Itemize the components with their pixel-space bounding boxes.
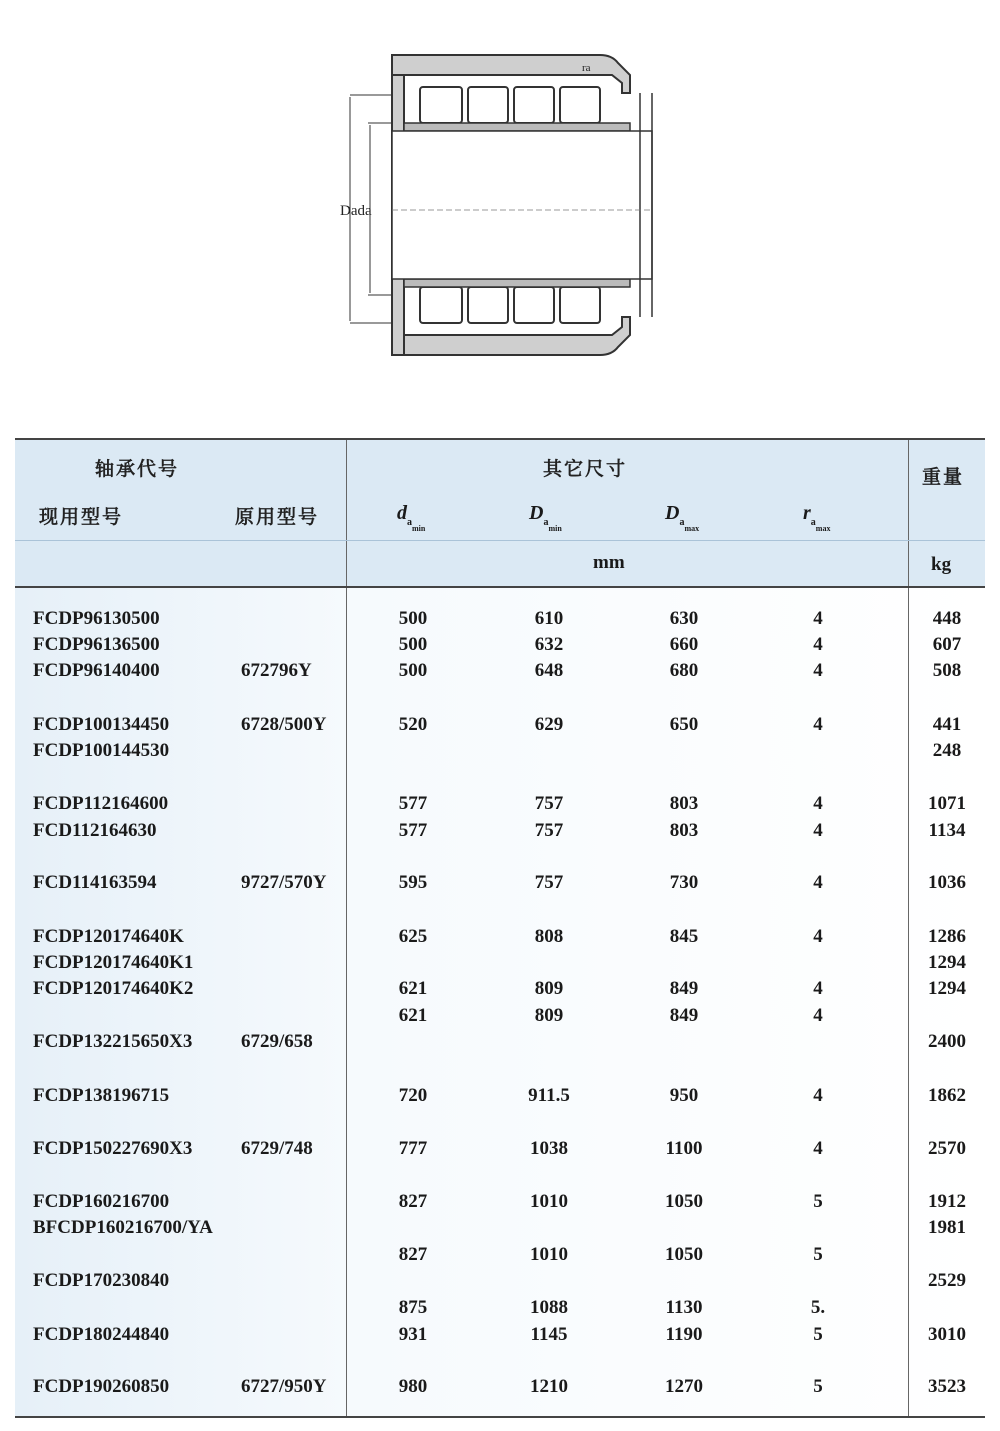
cell-Da-min: 808 bbox=[534, 926, 564, 947]
cell-Da-max: 803 bbox=[669, 820, 699, 841]
inner-ring-top bbox=[404, 123, 630, 131]
cell-original-model: 6729/748 bbox=[241, 1138, 313, 1159]
cell-da-min: 720 bbox=[398, 1085, 428, 1106]
cell-da-min: 500 bbox=[398, 660, 428, 681]
cell-Da-max bbox=[644, 738, 724, 764]
cell-Da-max: 849 bbox=[669, 1005, 699, 1026]
cell-Da-min: 1210 bbox=[530, 1376, 568, 1397]
cell-da-min bbox=[373, 738, 453, 764]
cell-original-model: 6729/658 bbox=[241, 1031, 313, 1052]
cell-current-model: FCD112164630 bbox=[33, 820, 157, 841]
cell-current-model: FCDP96136500 bbox=[33, 634, 160, 655]
cell-ra-max: 4 bbox=[813, 872, 823, 893]
cell-da-min: 500 bbox=[398, 608, 428, 629]
cell-Da-min: 757 bbox=[534, 820, 564, 841]
cell-Da-max: 849 bbox=[669, 978, 699, 999]
cell-da-min: 621 bbox=[398, 978, 428, 999]
cell-original-model: 9727/570Y bbox=[241, 872, 327, 893]
rollers-bottom bbox=[420, 287, 600, 323]
cell-current-model: FCDP150227690X3 bbox=[33, 1138, 193, 1159]
header-Da-min: $D_{a_{min}}$ bbox=[529, 502, 562, 533]
cell-weight: 508 bbox=[932, 660, 962, 681]
cell-weight bbox=[912, 1003, 982, 1029]
cell-current-model: FCDP112164600 bbox=[33, 793, 169, 814]
cell-Da-min: 1010 bbox=[530, 1244, 568, 1265]
cell-weight: 1294 bbox=[928, 978, 966, 999]
cell-Da-min: 610 bbox=[534, 608, 564, 629]
inner-ring-bottom bbox=[404, 279, 630, 287]
cell-weight: 1294 bbox=[928, 952, 966, 973]
cell-Da-max: 845 bbox=[669, 926, 699, 947]
cell-da-min: 577 bbox=[398, 820, 428, 841]
cell-da-min: 500 bbox=[398, 634, 428, 655]
cell-ra-max: 5. bbox=[810, 1297, 826, 1318]
header-bottom-rule bbox=[15, 586, 985, 588]
cell-current-model: FCDP138196715 bbox=[33, 1085, 170, 1106]
cell-weight: 2400 bbox=[928, 1031, 966, 1052]
cell-current-model: FCDP120174640K bbox=[33, 926, 184, 947]
cell-weight: 1134 bbox=[928, 820, 966, 841]
cell-current-model: FCDP180244840 bbox=[33, 1324, 170, 1345]
cell-ra-max: 4 bbox=[813, 820, 823, 841]
cell-weight bbox=[912, 1242, 982, 1268]
cell-current-model: FCDP160216700 bbox=[33, 1191, 170, 1212]
cell-ra-max bbox=[778, 738, 858, 764]
cell-current-model: FCDP100144530 bbox=[33, 740, 170, 761]
shaft-bore bbox=[392, 131, 652, 279]
cell-da-min bbox=[373, 1029, 453, 1055]
cell-Da-max: 950 bbox=[669, 1085, 699, 1106]
cell-Da-min: 648 bbox=[534, 660, 564, 681]
cell-ra-max: 4 bbox=[813, 608, 823, 629]
cell-da-min: 931 bbox=[398, 1324, 428, 1345]
cell-ra-max bbox=[778, 950, 858, 976]
cell-da-min: 827 bbox=[398, 1244, 428, 1265]
cell-Da-min: 911.5 bbox=[528, 1085, 570, 1106]
table-bottom-rule bbox=[15, 1416, 985, 1418]
cell-ra-max: 4 bbox=[813, 714, 823, 735]
cell-weight: 448 bbox=[932, 608, 962, 629]
cell-Da-max: 630 bbox=[669, 608, 699, 629]
cell-ra-max: 5 bbox=[813, 1191, 823, 1212]
cell-ra-max: 4 bbox=[813, 634, 823, 655]
cell-Da-max: 1050 bbox=[665, 1191, 703, 1212]
cell-Da-max: 1190 bbox=[665, 1324, 703, 1345]
cell-ra-max: 4 bbox=[813, 1138, 823, 1159]
cell-Da-max: 660 bbox=[669, 634, 699, 655]
cell-Da-max bbox=[644, 1215, 724, 1241]
cell-weight bbox=[912, 1295, 982, 1321]
cell-ra-max: 4 bbox=[813, 926, 823, 947]
cell-Da-max bbox=[644, 950, 724, 976]
cell-da-min: 595 bbox=[398, 872, 428, 893]
cell-Da-max: 1100 bbox=[665, 1138, 703, 1159]
cell-ra-max bbox=[778, 1215, 858, 1241]
rollers-top bbox=[420, 87, 600, 123]
cell-Da-max: 1270 bbox=[665, 1376, 703, 1397]
header-current-model: 现用型号 bbox=[39, 506, 124, 528]
cell-original-model: 6727/950Y bbox=[241, 1376, 327, 1397]
cell-da-min: 827 bbox=[398, 1191, 428, 1212]
cell-current-model: FCDP132215650X3 bbox=[33, 1031, 193, 1052]
header-ra-max: $r_{a_{max}}$ bbox=[803, 502, 831, 533]
cell-da-min: 625 bbox=[398, 926, 428, 947]
cell-Da-min: 809 bbox=[534, 978, 564, 999]
cell-Da-max: 730 bbox=[669, 872, 699, 893]
cell-current-model: FCDP120174640K1 bbox=[33, 952, 194, 973]
cell-weight: 1036 bbox=[928, 872, 966, 893]
cell-current-model: FCDP170230840 bbox=[33, 1270, 170, 1291]
cell-Da-min bbox=[509, 738, 589, 764]
cell-Da-min: 757 bbox=[534, 872, 564, 893]
cell-ra-max: 5 bbox=[813, 1324, 823, 1345]
header-bearing-code: 轴承代号 bbox=[95, 458, 180, 480]
cell-da-min: 777 bbox=[398, 1138, 428, 1159]
cell-da-min: 577 bbox=[398, 793, 428, 814]
cell-weight: 441 bbox=[932, 714, 962, 735]
cell-ra-max: 4 bbox=[813, 660, 823, 681]
cell-Da-min: 629 bbox=[534, 714, 564, 735]
cell-Da-max: 1130 bbox=[665, 1297, 703, 1318]
cell-Da-min: 632 bbox=[534, 634, 564, 655]
cell-ra-max: 5 bbox=[813, 1376, 823, 1397]
cell-current-model: FCD114163594 bbox=[33, 872, 157, 893]
label-Da-da: Dada bbox=[340, 203, 372, 219]
cell-weight: 1912 bbox=[928, 1191, 966, 1212]
cell-weight: 1071 bbox=[928, 793, 966, 814]
cell-Da-max bbox=[644, 1268, 724, 1294]
header-Da-max: $D_{a_{max}}$ bbox=[665, 502, 700, 533]
cell-weight: 1286 bbox=[928, 926, 966, 947]
divider-codes-dims bbox=[346, 438, 347, 1418]
cell-weight: 607 bbox=[932, 634, 962, 655]
cell-current-model: FCDP96140400 bbox=[33, 660, 160, 681]
cell-ra-max bbox=[778, 1029, 858, 1055]
cell-current-model: BFCDP160216700/YA bbox=[33, 1217, 213, 1238]
cell-Da-max: 650 bbox=[669, 714, 699, 735]
cell-Da-max bbox=[644, 1029, 724, 1055]
unit-kg: kg bbox=[931, 554, 952, 575]
unit-mm: mm bbox=[593, 552, 625, 573]
cell-Da-min bbox=[509, 950, 589, 976]
cell-weight: 3523 bbox=[928, 1376, 966, 1397]
header-da-min: $d_{a_{min}}$ bbox=[397, 502, 426, 533]
cell-weight: 2529 bbox=[928, 1270, 966, 1291]
cell-ra-max: 4 bbox=[813, 1085, 823, 1106]
cell-Da-min bbox=[509, 1215, 589, 1241]
cell-weight: 3010 bbox=[928, 1324, 966, 1345]
bearing-cross-section-diagram bbox=[330, 45, 680, 365]
cell-ra-max: 4 bbox=[813, 1005, 823, 1026]
header-other-dimensions: 其它尺寸 bbox=[543, 458, 628, 480]
cell-weight: 2570 bbox=[928, 1138, 966, 1159]
cell-weight: 1862 bbox=[928, 1085, 966, 1106]
cell-Da-max: 803 bbox=[669, 793, 699, 814]
cell-ra-max: 4 bbox=[813, 978, 823, 999]
cell-Da-min: 809 bbox=[534, 1005, 564, 1026]
cell-Da-min: 1038 bbox=[530, 1138, 568, 1159]
cell-da-min: 980 bbox=[398, 1376, 428, 1397]
cell-current-model: FCDP190260850 bbox=[33, 1376, 170, 1397]
header-mid-rule bbox=[15, 540, 985, 541]
cell-original-model: 6728/500Y bbox=[241, 714, 327, 735]
cell-da-min bbox=[373, 1268, 453, 1294]
cell-da-min: 520 bbox=[398, 714, 428, 735]
cell-Da-min: 757 bbox=[534, 793, 564, 814]
cell-ra-max: 5 bbox=[813, 1244, 823, 1265]
cell-Da-min bbox=[509, 1029, 589, 1055]
cell-Da-max: 1050 bbox=[665, 1244, 703, 1265]
cell-original-model: 672796Y bbox=[241, 660, 312, 681]
header-weight: 重量 bbox=[922, 466, 965, 488]
cell-da-min: 621 bbox=[398, 1005, 428, 1026]
cell-current-model: FCDP120174640K2 bbox=[33, 978, 194, 999]
header-original-model: 原用型号 bbox=[235, 506, 320, 528]
cell-ra-max: 4 bbox=[813, 793, 823, 814]
cell-Da-min: 1145 bbox=[530, 1324, 568, 1345]
cell-current-model: FCDP96130500 bbox=[33, 608, 160, 629]
cell-Da-max: 680 bbox=[669, 660, 699, 681]
cell-Da-min: 1088 bbox=[530, 1297, 568, 1318]
table-top-rule bbox=[15, 438, 985, 440]
cell-da-min bbox=[373, 1215, 453, 1241]
cell-da-min bbox=[373, 950, 453, 976]
cell-weight: 248 bbox=[932, 740, 962, 761]
bearing-data-table bbox=[15, 438, 985, 1418]
divider-dims-weight bbox=[908, 438, 909, 1418]
cell-Da-min: 1010 bbox=[530, 1191, 568, 1212]
cell-Da-min bbox=[509, 1268, 589, 1294]
label-ra: ra bbox=[582, 62, 591, 74]
cell-ra-max bbox=[778, 1268, 858, 1294]
cell-da-min: 875 bbox=[398, 1297, 428, 1318]
cell-current-model: FCDP100134450 bbox=[33, 714, 170, 735]
cell-weight: 1981 bbox=[928, 1217, 966, 1238]
